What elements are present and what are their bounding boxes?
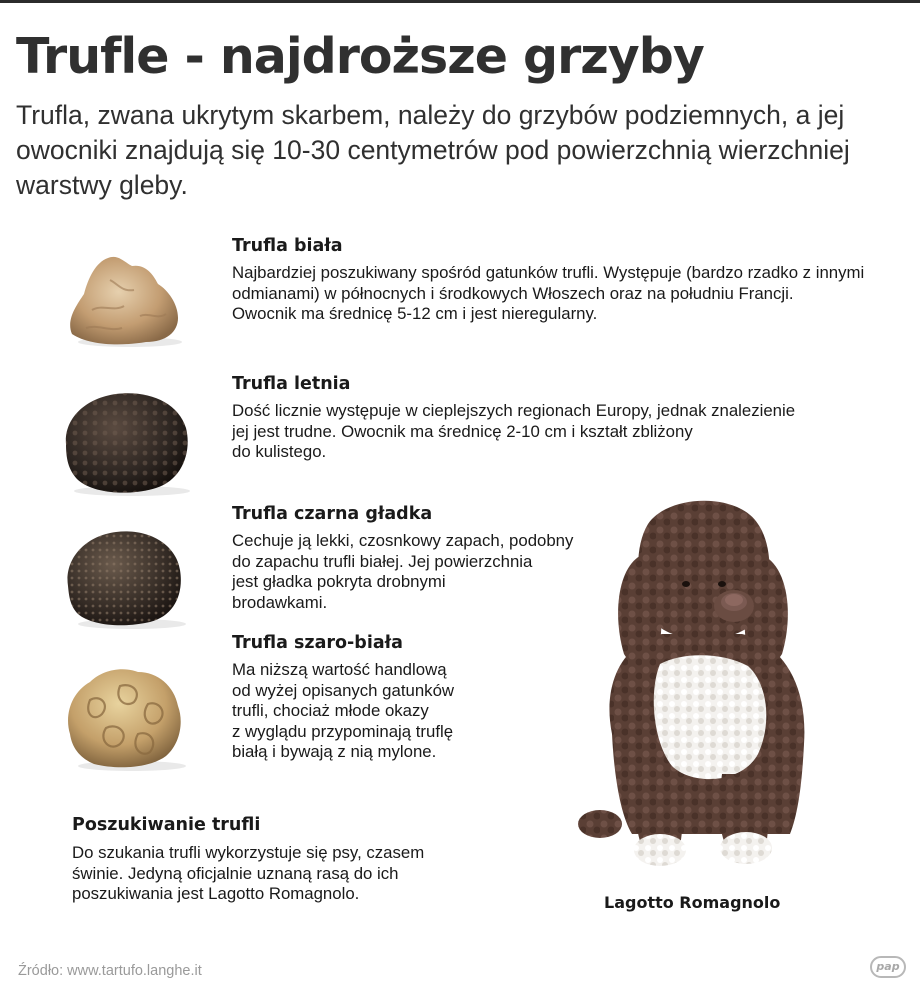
description-line: trufli, chociaż młode okazy (232, 701, 429, 720)
description-line: odmianami) w północnych i środkowych Włoszech oraz na południu Francji. (232, 283, 794, 303)
search-section-title: Poszukiwanie trufli (72, 815, 261, 835)
source-credit: Źródło: www.tartufo.langhe.it (18, 963, 202, 979)
truffle-name-summer: Trufla letnia (232, 374, 351, 394)
summer-truffle-image (60, 388, 195, 500)
description-line: od wyżej opisanych gatunków (232, 680, 455, 700)
truffle-name-grey-white: Trufla szaro-biała (232, 633, 403, 653)
description-line: z wyglądu przypominają truflę (232, 721, 454, 741)
description-line: do zapachu trufli białej. Jej powierzchnia (232, 551, 533, 571)
smooth-black-truffle-image (62, 526, 192, 632)
description-line: Najbardziej poszukiwany spośród gatunków trufli. Występuje (bardzo rzadko z innymi (232, 263, 865, 282)
truffle-description-smooth-black (232, 531, 573, 613)
description-line: białą i bywają z nią mylone. (232, 742, 437, 761)
top-rule (0, 0, 920, 3)
dog-caption: Lagotto Romagnolo (604, 893, 781, 912)
truffle-name-white: Trufla biała (232, 236, 343, 256)
lead-paragraph: Trufla, zwana ukrytym skarbem, należy do grzybów podziemnych, a jej owocniki znajdują się 10-30 centymetrów pod powierzchnią wierzchniej warstwy gleby. (16, 100, 850, 200)
truffle-name-smooth-black: Trufla czarna gładka (232, 504, 433, 524)
pap-logo: pap (870, 956, 906, 978)
lagotto-romagnolo-dog-image (572, 484, 832, 874)
description-line: jej jest trudne. Owocnik ma średnicę 2-10 cm i kształt zbliżony (232, 421, 693, 441)
description-line: jest gładka pokryta drobnymi (232, 572, 446, 591)
search-section-text (72, 843, 424, 905)
description-line: Dość licznie występuje w cieplejszych regionach Europy, jednak znalezienie (232, 401, 796, 420)
description-line: świnie. Jedyną oficjalnie uznaną rasą do ich (72, 863, 399, 883)
description-line: brodawkami. (232, 592, 328, 612)
description-line: Cechuje ją lekki, czosnkowy zapach, podobny (232, 531, 574, 550)
truffle-description-white (232, 263, 864, 325)
description-line: Ma niższą wartość handlową (232, 660, 447, 679)
truffle-description-summer (232, 401, 795, 463)
description-line: do kulistego. (232, 442, 327, 461)
description-line: poszukiwania jest Lagotto Romagnolo. (72, 884, 360, 903)
description-line: Do szukania trufli wykorzystuje się psy, czasem (72, 843, 425, 862)
truffle-description-grey-white (232, 660, 454, 763)
page-title: Trufle - najdroższe grzyby (16, 28, 704, 85)
grey-white-truffle-image (62, 664, 192, 774)
white-truffle-image (62, 250, 192, 350)
description-line: Owocnik ma średnicę 5-12 cm i jest nieregularny. (232, 304, 598, 323)
